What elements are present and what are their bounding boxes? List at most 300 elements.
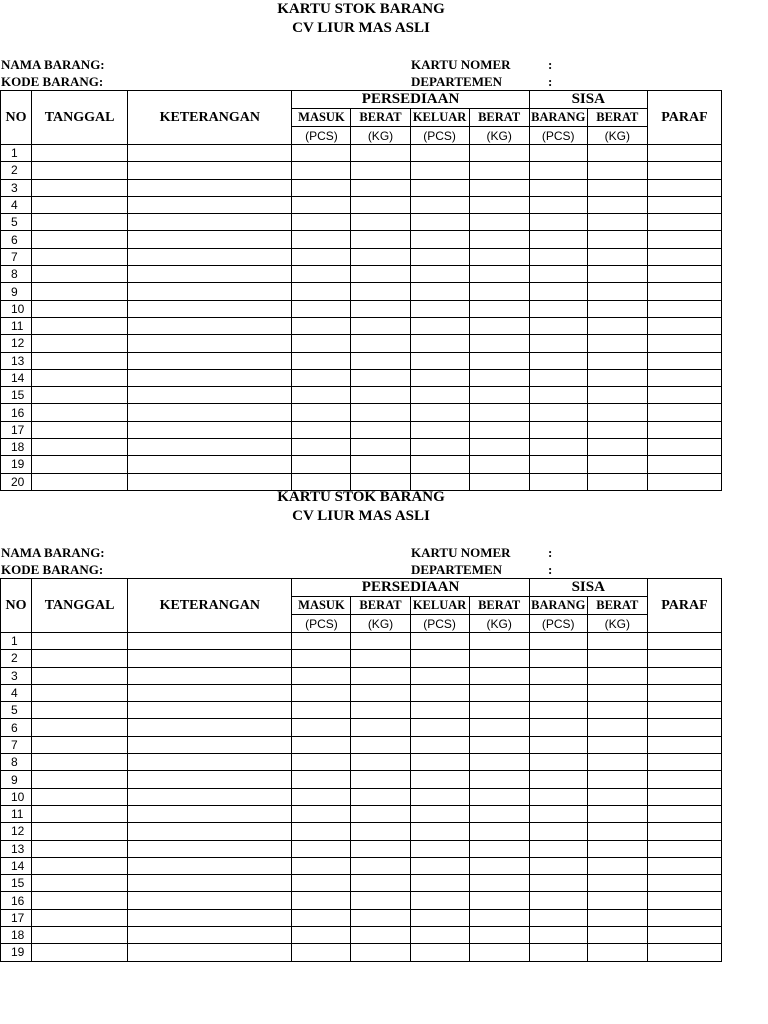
table-cell[interactable] xyxy=(351,352,410,369)
table-cell[interactable] xyxy=(469,823,529,840)
table-cell[interactable] xyxy=(128,667,292,684)
table-cell[interactable] xyxy=(32,266,128,283)
table-cell[interactable] xyxy=(529,788,587,805)
table-cell[interactable] xyxy=(128,823,292,840)
table-cell[interactable] xyxy=(469,231,529,248)
table-cell[interactable] xyxy=(587,927,647,944)
table-cell[interactable] xyxy=(128,875,292,892)
table-cell[interactable] xyxy=(128,736,292,753)
table-cell[interactable] xyxy=(351,196,410,213)
table-cell[interactable] xyxy=(647,754,721,771)
table-cell[interactable] xyxy=(292,857,351,874)
table-cell[interactable] xyxy=(410,909,469,926)
table-cell[interactable] xyxy=(410,231,469,248)
table-cell[interactable] xyxy=(469,266,529,283)
table-cell[interactable] xyxy=(529,633,587,650)
table-cell[interactable] xyxy=(469,145,529,162)
table-cell[interactable] xyxy=(128,909,292,926)
table-cell[interactable] xyxy=(351,266,410,283)
table-cell[interactable] xyxy=(128,857,292,874)
table-cell[interactable] xyxy=(292,404,351,421)
table-cell[interactable] xyxy=(410,248,469,265)
table-cell[interactable] xyxy=(647,892,721,909)
table-cell[interactable] xyxy=(469,927,529,944)
table-cell[interactable] xyxy=(32,771,128,788)
table-cell[interactable] xyxy=(351,283,410,300)
table-cell[interactable] xyxy=(292,702,351,719)
table-cell[interactable] xyxy=(529,352,587,369)
table-cell[interactable] xyxy=(469,857,529,874)
table-cell[interactable] xyxy=(587,736,647,753)
table-cell[interactable] xyxy=(32,719,128,736)
table-cell[interactable] xyxy=(351,875,410,892)
table-cell[interactable] xyxy=(351,369,410,386)
table-cell[interactable] xyxy=(587,754,647,771)
table-cell[interactable] xyxy=(351,317,410,334)
table-cell[interactable] xyxy=(529,214,587,231)
table-cell[interactable] xyxy=(469,456,529,473)
table-cell[interactable] xyxy=(469,196,529,213)
table-cell[interactable] xyxy=(32,421,128,438)
table-cell[interactable] xyxy=(529,145,587,162)
table-cell[interactable] xyxy=(529,650,587,667)
table-cell[interactable] xyxy=(647,840,721,857)
table-cell[interactable] xyxy=(32,944,128,961)
table-cell[interactable] xyxy=(32,387,128,404)
table-cell[interactable] xyxy=(410,439,469,456)
table-cell[interactable] xyxy=(292,214,351,231)
table-cell[interactable] xyxy=(587,684,647,701)
table-cell[interactable] xyxy=(351,162,410,179)
table-cell[interactable] xyxy=(32,650,128,667)
table-cell[interactable] xyxy=(292,909,351,926)
table-cell[interactable] xyxy=(529,840,587,857)
table-cell[interactable] xyxy=(647,421,721,438)
table-cell[interactable] xyxy=(469,719,529,736)
table-cell[interactable] xyxy=(351,840,410,857)
table-cell[interactable] xyxy=(410,352,469,369)
table-cell[interactable] xyxy=(410,283,469,300)
table-cell[interactable] xyxy=(587,404,647,421)
table-cell[interactable] xyxy=(529,927,587,944)
table-cell[interactable] xyxy=(469,439,529,456)
table-cell[interactable] xyxy=(292,892,351,909)
table-cell[interactable] xyxy=(32,300,128,317)
table-cell[interactable] xyxy=(32,335,128,352)
table-cell[interactable] xyxy=(410,805,469,822)
table-cell[interactable] xyxy=(647,857,721,874)
table-cell[interactable] xyxy=(410,162,469,179)
table-cell[interactable] xyxy=(351,456,410,473)
table-cell[interactable] xyxy=(292,754,351,771)
table-cell[interactable] xyxy=(529,892,587,909)
table-cell[interactable] xyxy=(351,667,410,684)
table-cell[interactable] xyxy=(529,754,587,771)
table-cell[interactable] xyxy=(529,684,587,701)
table-cell[interactable] xyxy=(529,335,587,352)
table-cell[interactable] xyxy=(292,823,351,840)
table-cell[interactable] xyxy=(587,456,647,473)
table-cell[interactable] xyxy=(32,145,128,162)
table-cell[interactable] xyxy=(469,771,529,788)
table-cell[interactable] xyxy=(351,788,410,805)
table-cell[interactable] xyxy=(128,300,292,317)
table-cell[interactable] xyxy=(32,736,128,753)
table-cell[interactable] xyxy=(647,214,721,231)
table-cell[interactable] xyxy=(128,633,292,650)
table-cell[interactable] xyxy=(587,387,647,404)
table-cell[interactable] xyxy=(410,196,469,213)
table-cell[interactable] xyxy=(410,754,469,771)
table-cell[interactable] xyxy=(128,214,292,231)
table-cell[interactable] xyxy=(469,684,529,701)
table-cell[interactable] xyxy=(529,823,587,840)
table-cell[interactable] xyxy=(410,317,469,334)
table-cell[interactable] xyxy=(469,875,529,892)
table-cell[interactable] xyxy=(32,196,128,213)
table-cell[interactable] xyxy=(351,702,410,719)
table-cell[interactable] xyxy=(292,317,351,334)
table-cell[interactable] xyxy=(529,736,587,753)
table-cell[interactable] xyxy=(410,771,469,788)
table-cell[interactable] xyxy=(128,196,292,213)
table-cell[interactable] xyxy=(410,456,469,473)
table-cell[interactable] xyxy=(529,248,587,265)
table-cell[interactable] xyxy=(410,650,469,667)
table-cell[interactable] xyxy=(32,702,128,719)
table-cell[interactable] xyxy=(292,300,351,317)
table-cell[interactable] xyxy=(351,231,410,248)
table-cell[interactable] xyxy=(128,162,292,179)
table-cell[interactable] xyxy=(128,248,292,265)
table-cell[interactable] xyxy=(529,421,587,438)
table-cell[interactable] xyxy=(647,145,721,162)
table-cell[interactable] xyxy=(587,439,647,456)
table-cell[interactable] xyxy=(410,702,469,719)
table-cell[interactable] xyxy=(647,456,721,473)
table-cell[interactable] xyxy=(469,369,529,386)
table-cell[interactable] xyxy=(587,840,647,857)
table-cell[interactable] xyxy=(351,909,410,926)
table-cell[interactable] xyxy=(128,944,292,961)
table-cell[interactable] xyxy=(32,317,128,334)
table-cell[interactable] xyxy=(647,684,721,701)
table-cell[interactable] xyxy=(587,788,647,805)
table-cell[interactable] xyxy=(587,702,647,719)
table-cell[interactable] xyxy=(587,805,647,822)
table-cell[interactable] xyxy=(128,702,292,719)
table-cell[interactable] xyxy=(351,719,410,736)
table-cell[interactable] xyxy=(529,667,587,684)
table-cell[interactable] xyxy=(469,754,529,771)
table-cell[interactable] xyxy=(292,248,351,265)
table-cell[interactable] xyxy=(32,456,128,473)
table-cell[interactable] xyxy=(32,404,128,421)
table-cell[interactable] xyxy=(32,857,128,874)
table-cell[interactable] xyxy=(410,667,469,684)
table-cell[interactable] xyxy=(128,684,292,701)
table-cell[interactable] xyxy=(410,944,469,961)
table-cell[interactable] xyxy=(587,283,647,300)
table-cell[interactable] xyxy=(587,771,647,788)
table-cell[interactable] xyxy=(351,439,410,456)
table-cell[interactable] xyxy=(587,369,647,386)
table-cell[interactable] xyxy=(410,335,469,352)
table-cell[interactable] xyxy=(529,179,587,196)
table-cell[interactable] xyxy=(587,300,647,317)
table-cell[interactable] xyxy=(529,805,587,822)
table-cell[interactable] xyxy=(128,650,292,667)
table-cell[interactable] xyxy=(647,387,721,404)
table-cell[interactable] xyxy=(410,145,469,162)
table-cell[interactable] xyxy=(292,456,351,473)
table-cell[interactable] xyxy=(587,909,647,926)
table-cell[interactable] xyxy=(32,231,128,248)
table-cell[interactable] xyxy=(128,421,292,438)
table-cell[interactable] xyxy=(587,892,647,909)
table-cell[interactable] xyxy=(32,805,128,822)
table-cell[interactable] xyxy=(647,944,721,961)
table-cell[interactable] xyxy=(351,335,410,352)
table-cell[interactable] xyxy=(32,439,128,456)
table-cell[interactable] xyxy=(351,944,410,961)
table-cell[interactable] xyxy=(529,369,587,386)
table-cell[interactable] xyxy=(292,944,351,961)
table-cell[interactable] xyxy=(647,179,721,196)
table-cell[interactable] xyxy=(587,317,647,334)
table-cell[interactable] xyxy=(351,805,410,822)
table-cell[interactable] xyxy=(410,927,469,944)
table-cell[interactable] xyxy=(128,283,292,300)
table-cell[interactable] xyxy=(292,335,351,352)
table-cell[interactable] xyxy=(292,840,351,857)
table-cell[interactable] xyxy=(128,840,292,857)
table-cell[interactable] xyxy=(32,875,128,892)
table-cell[interactable] xyxy=(32,754,128,771)
table-cell[interactable] xyxy=(32,633,128,650)
table-cell[interactable] xyxy=(351,179,410,196)
table-cell[interactable] xyxy=(410,736,469,753)
table-cell[interactable] xyxy=(647,231,721,248)
table-cell[interactable] xyxy=(351,754,410,771)
table-cell[interactable] xyxy=(647,719,721,736)
table-cell[interactable] xyxy=(469,248,529,265)
table-cell[interactable] xyxy=(587,248,647,265)
table-cell[interactable] xyxy=(32,179,128,196)
table-cell[interactable] xyxy=(647,283,721,300)
table-cell[interactable] xyxy=(469,944,529,961)
table-cell[interactable] xyxy=(469,650,529,667)
table-cell[interactable] xyxy=(410,633,469,650)
table-cell[interactable] xyxy=(587,352,647,369)
table-cell[interactable] xyxy=(128,805,292,822)
table-cell[interactable] xyxy=(128,266,292,283)
table-cell[interactable] xyxy=(647,788,721,805)
table-cell[interactable] xyxy=(529,283,587,300)
table-cell[interactable] xyxy=(587,214,647,231)
table-cell[interactable] xyxy=(587,266,647,283)
table-cell[interactable] xyxy=(647,667,721,684)
table-cell[interactable] xyxy=(647,300,721,317)
table-cell[interactable] xyxy=(128,352,292,369)
table-cell[interactable] xyxy=(351,404,410,421)
table-cell[interactable] xyxy=(587,719,647,736)
table-cell[interactable] xyxy=(647,162,721,179)
table-cell[interactable] xyxy=(647,650,721,667)
table-cell[interactable] xyxy=(647,736,721,753)
table-cell[interactable] xyxy=(32,352,128,369)
table-cell[interactable] xyxy=(647,352,721,369)
table-cell[interactable] xyxy=(647,633,721,650)
table-cell[interactable] xyxy=(351,857,410,874)
table-cell[interactable] xyxy=(32,840,128,857)
table-cell[interactable] xyxy=(469,909,529,926)
table-cell[interactable] xyxy=(128,754,292,771)
table-cell[interactable] xyxy=(128,771,292,788)
table-cell[interactable] xyxy=(351,684,410,701)
table-cell[interactable] xyxy=(469,300,529,317)
table-cell[interactable] xyxy=(128,317,292,334)
table-cell[interactable] xyxy=(292,352,351,369)
table-cell[interactable] xyxy=(587,231,647,248)
table-cell[interactable] xyxy=(292,667,351,684)
table-cell[interactable] xyxy=(32,283,128,300)
table-cell[interactable] xyxy=(647,335,721,352)
table-cell[interactable] xyxy=(529,162,587,179)
table-cell[interactable] xyxy=(469,404,529,421)
table-cell[interactable] xyxy=(292,719,351,736)
table-cell[interactable] xyxy=(469,335,529,352)
table-cell[interactable] xyxy=(529,231,587,248)
table-cell[interactable] xyxy=(410,266,469,283)
table-cell[interactable] xyxy=(529,439,587,456)
table-cell[interactable] xyxy=(469,840,529,857)
table-cell[interactable] xyxy=(469,736,529,753)
table-cell[interactable] xyxy=(292,927,351,944)
table-cell[interactable] xyxy=(410,404,469,421)
table-cell[interactable] xyxy=(351,421,410,438)
table-cell[interactable] xyxy=(32,369,128,386)
table-cell[interactable] xyxy=(351,650,410,667)
table-cell[interactable] xyxy=(410,300,469,317)
table-cell[interactable] xyxy=(587,179,647,196)
table-cell[interactable] xyxy=(128,892,292,909)
table-cell[interactable] xyxy=(529,387,587,404)
table-cell[interactable] xyxy=(351,214,410,231)
table-cell[interactable] xyxy=(32,248,128,265)
table-cell[interactable] xyxy=(410,840,469,857)
table-cell[interactable] xyxy=(292,387,351,404)
table-cell[interactable] xyxy=(128,456,292,473)
table-cell[interactable] xyxy=(469,352,529,369)
table-cell[interactable] xyxy=(128,387,292,404)
table-cell[interactable] xyxy=(529,944,587,961)
table-cell[interactable] xyxy=(292,283,351,300)
table-cell[interactable] xyxy=(647,927,721,944)
table-cell[interactable] xyxy=(292,805,351,822)
table-cell[interactable] xyxy=(587,650,647,667)
table-cell[interactable] xyxy=(32,788,128,805)
table-cell[interactable] xyxy=(647,805,721,822)
table-cell[interactable] xyxy=(469,162,529,179)
table-cell[interactable] xyxy=(292,439,351,456)
table-cell[interactable] xyxy=(32,214,128,231)
table-cell[interactable] xyxy=(469,214,529,231)
table-cell[interactable] xyxy=(587,145,647,162)
table-cell[interactable] xyxy=(351,892,410,909)
table-cell[interactable] xyxy=(469,421,529,438)
table-cell[interactable] xyxy=(529,702,587,719)
table-cell[interactable] xyxy=(410,719,469,736)
table-cell[interactable] xyxy=(587,944,647,961)
table-cell[interactable] xyxy=(292,650,351,667)
table-cell[interactable] xyxy=(128,788,292,805)
table-cell[interactable] xyxy=(410,892,469,909)
table-cell[interactable] xyxy=(128,231,292,248)
table-cell[interactable] xyxy=(647,875,721,892)
table-cell[interactable] xyxy=(292,179,351,196)
table-cell[interactable] xyxy=(587,421,647,438)
table-cell[interactable] xyxy=(587,875,647,892)
table-cell[interactable] xyxy=(351,823,410,840)
table-cell[interactable] xyxy=(647,317,721,334)
table-cell[interactable] xyxy=(32,927,128,944)
table-cell[interactable] xyxy=(292,369,351,386)
table-cell[interactable] xyxy=(410,823,469,840)
table-cell[interactable] xyxy=(292,736,351,753)
table-cell[interactable] xyxy=(647,909,721,926)
table-cell[interactable] xyxy=(529,196,587,213)
table-cell[interactable] xyxy=(647,439,721,456)
table-cell[interactable] xyxy=(292,875,351,892)
table-cell[interactable] xyxy=(351,145,410,162)
table-cell[interactable] xyxy=(587,335,647,352)
table-cell[interactable] xyxy=(128,179,292,196)
table-cell[interactable] xyxy=(587,667,647,684)
table-cell[interactable] xyxy=(469,702,529,719)
table-cell[interactable] xyxy=(292,145,351,162)
table-cell[interactable] xyxy=(410,387,469,404)
table-cell[interactable] xyxy=(469,179,529,196)
table-cell[interactable] xyxy=(292,231,351,248)
table-cell[interactable] xyxy=(529,266,587,283)
table-cell[interactable] xyxy=(587,162,647,179)
table-cell[interactable] xyxy=(128,335,292,352)
table-cell[interactable] xyxy=(410,421,469,438)
table-cell[interactable] xyxy=(292,266,351,283)
table-cell[interactable] xyxy=(529,909,587,926)
table-cell[interactable] xyxy=(32,684,128,701)
table-cell[interactable] xyxy=(351,248,410,265)
table-cell[interactable] xyxy=(469,805,529,822)
table-cell[interactable] xyxy=(587,857,647,874)
table-cell[interactable] xyxy=(410,369,469,386)
table-cell[interactable] xyxy=(647,248,721,265)
table-cell[interactable] xyxy=(529,456,587,473)
table-cell[interactable] xyxy=(469,317,529,334)
table-cell[interactable] xyxy=(292,633,351,650)
table-cell[interactable] xyxy=(587,823,647,840)
table-cell[interactable] xyxy=(469,283,529,300)
table-cell[interactable] xyxy=(351,771,410,788)
table-cell[interactable] xyxy=(32,667,128,684)
table-cell[interactable] xyxy=(292,162,351,179)
table-cell[interactable] xyxy=(292,196,351,213)
table-cell[interactable] xyxy=(647,771,721,788)
table-cell[interactable] xyxy=(32,823,128,840)
table-cell[interactable] xyxy=(529,875,587,892)
table-cell[interactable] xyxy=(529,404,587,421)
